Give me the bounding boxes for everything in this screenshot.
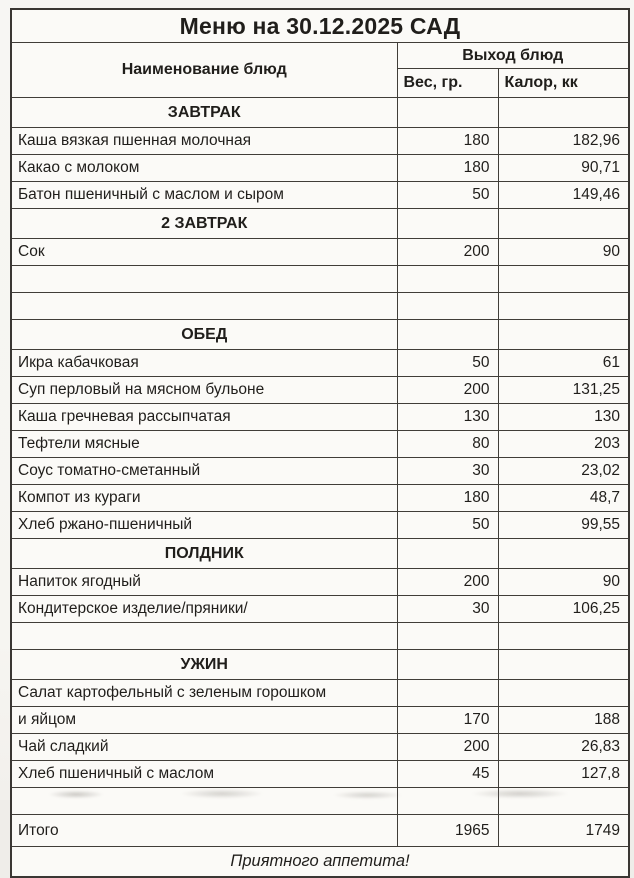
empty-row bbox=[11, 623, 629, 650]
menu-item-row bbox=[11, 431, 629, 458]
empty-cell bbox=[397, 293, 498, 320]
footer-note-row bbox=[11, 847, 629, 878]
weight-cell: 200 bbox=[397, 569, 498, 596]
menu-item-row bbox=[11, 350, 629, 377]
dish-name-cell: Салат картофельный с зеленым горошком bbox=[11, 680, 397, 707]
menu-item-row bbox=[11, 128, 629, 155]
empty-cell bbox=[397, 623, 498, 650]
empty-cell bbox=[498, 98, 629, 128]
calories-cell: 26,83 bbox=[498, 734, 629, 761]
weight-cell: 170 bbox=[397, 707, 498, 734]
dish-name-cell: Тефтели мясные bbox=[11, 431, 397, 458]
calories-cell: 99,55 bbox=[498, 512, 629, 539]
section-title: 2 ЗАВТРАК bbox=[11, 209, 397, 239]
dish-name-cell: Сок bbox=[11, 239, 397, 266]
section-row bbox=[11, 98, 629, 128]
dish-name-cell: и яйцом bbox=[11, 707, 397, 734]
header-row-group bbox=[11, 43, 629, 69]
empty-row bbox=[11, 293, 629, 320]
empty-cell bbox=[11, 623, 397, 650]
dish-name-cell: Хлеб ржано-пшеничный bbox=[11, 512, 397, 539]
empty-cell bbox=[498, 650, 629, 680]
empty-cell bbox=[498, 539, 629, 569]
weight-cell: 50 bbox=[397, 182, 498, 209]
calories-cell: 90 bbox=[498, 569, 629, 596]
weight-cell: 130 bbox=[397, 404, 498, 431]
menu-item-row bbox=[11, 485, 629, 512]
weight-cell: 30 bbox=[397, 596, 498, 623]
weight-cell: 180 bbox=[397, 485, 498, 512]
empty-cell bbox=[11, 293, 397, 320]
section-row bbox=[11, 320, 629, 350]
calories-cell bbox=[498, 680, 629, 707]
calories-cell: 131,25 bbox=[498, 377, 629, 404]
empty-cell bbox=[397, 650, 498, 680]
dish-name-cell: Хлеб пшеничный с маслом bbox=[11, 761, 397, 788]
section-title: ПОЛДНИК bbox=[11, 539, 397, 569]
empty-cell bbox=[11, 266, 397, 293]
section-row bbox=[11, 209, 629, 239]
menu-item-row bbox=[11, 458, 629, 485]
menu-item-row bbox=[11, 680, 629, 707]
scan-edge-artifact bbox=[0, 786, 634, 800]
empty-cell bbox=[397, 266, 498, 293]
footer-note: Приятного аппетита! bbox=[11, 847, 629, 878]
weight-cell: 180 bbox=[397, 128, 498, 155]
weight-cell bbox=[397, 680, 498, 707]
menu-item-row bbox=[11, 596, 629, 623]
empty-cell bbox=[397, 98, 498, 128]
total-calories-cell: 1749 bbox=[498, 815, 629, 847]
dish-name-cell: Батон пшеничный с маслом и сыром bbox=[11, 182, 397, 209]
calories-cell: 188 bbox=[498, 707, 629, 734]
calories-cell: 203 bbox=[498, 431, 629, 458]
dish-name-cell: Суп перловый на мясном бульоне bbox=[11, 377, 397, 404]
dish-name-cell: Кондитерское изделие/пряники/ bbox=[11, 596, 397, 623]
weight-cell: 200 bbox=[397, 377, 498, 404]
empty-cell bbox=[498, 623, 629, 650]
empty-row bbox=[11, 266, 629, 293]
dish-name-cell: Каша гречневая рассыпчатая bbox=[11, 404, 397, 431]
calories-cell: 149,46 bbox=[498, 182, 629, 209]
weight-cell: 200 bbox=[397, 734, 498, 761]
empty-cell bbox=[498, 209, 629, 239]
section-title: ОБЕД bbox=[11, 320, 397, 350]
column-header-output-group: Выход блюд bbox=[397, 43, 629, 69]
weight-cell: 50 bbox=[397, 350, 498, 377]
menu-item-row bbox=[11, 155, 629, 182]
section-title: УЖИН bbox=[11, 650, 397, 680]
calories-cell: 90 bbox=[498, 239, 629, 266]
column-header-name: Наименование блюд bbox=[11, 43, 397, 98]
menu-item-row bbox=[11, 761, 629, 788]
weight-cell: 30 bbox=[397, 458, 498, 485]
weight-cell: 45 bbox=[397, 761, 498, 788]
empty-cell bbox=[397, 209, 498, 239]
calories-cell: 106,25 bbox=[498, 596, 629, 623]
menu-table bbox=[10, 8, 630, 878]
menu-item-row bbox=[11, 377, 629, 404]
calories-cell: 130 bbox=[498, 404, 629, 431]
dish-name-cell: Соус томатно-сметанный bbox=[11, 458, 397, 485]
menu-item-row bbox=[11, 182, 629, 209]
page-title: Меню на 30.12.2025 САД bbox=[11, 9, 629, 43]
empty-cell bbox=[498, 293, 629, 320]
weight-cell: 50 bbox=[397, 512, 498, 539]
title-row bbox=[11, 9, 629, 43]
dish-name-cell: Чай сладкий bbox=[11, 734, 397, 761]
menu-item-row bbox=[11, 707, 629, 734]
empty-cell bbox=[498, 266, 629, 293]
menu-item-row bbox=[11, 734, 629, 761]
calories-cell: 127,8 bbox=[498, 761, 629, 788]
total-label: Итого bbox=[11, 815, 397, 847]
calories-cell: 61 bbox=[498, 350, 629, 377]
empty-cell bbox=[498, 320, 629, 350]
dish-name-cell: Компот из кураги bbox=[11, 485, 397, 512]
dish-name-cell: Каша вязкая пшенная молочная bbox=[11, 128, 397, 155]
section-title: ЗАВТРАК bbox=[11, 98, 397, 128]
menu-item-row bbox=[11, 404, 629, 431]
menu-item-row bbox=[11, 512, 629, 539]
calories-cell: 23,02 bbox=[498, 458, 629, 485]
weight-cell: 180 bbox=[397, 155, 498, 182]
empty-cell bbox=[397, 539, 498, 569]
column-header-weight: Вес, гр. bbox=[397, 69, 498, 98]
column-header-calories: Калор, кк bbox=[498, 69, 629, 98]
dish-name-cell: Напиток ягодный bbox=[11, 569, 397, 596]
calories-cell: 48,7 bbox=[498, 485, 629, 512]
menu-item-row bbox=[11, 239, 629, 266]
weight-cell: 200 bbox=[397, 239, 498, 266]
menu-item-row bbox=[11, 569, 629, 596]
weight-cell: 80 bbox=[397, 431, 498, 458]
calories-cell: 182,96 bbox=[498, 128, 629, 155]
dish-name-cell: Икра кабачковая bbox=[11, 350, 397, 377]
dish-name-cell: Какао с молоком bbox=[11, 155, 397, 182]
calories-cell: 90,71 bbox=[498, 155, 629, 182]
total-weight-cell: 1965 bbox=[397, 815, 498, 847]
section-row bbox=[11, 650, 629, 680]
total-row bbox=[11, 815, 629, 847]
menu-rows bbox=[11, 98, 629, 815]
empty-cell bbox=[397, 320, 498, 350]
section-row bbox=[11, 539, 629, 569]
